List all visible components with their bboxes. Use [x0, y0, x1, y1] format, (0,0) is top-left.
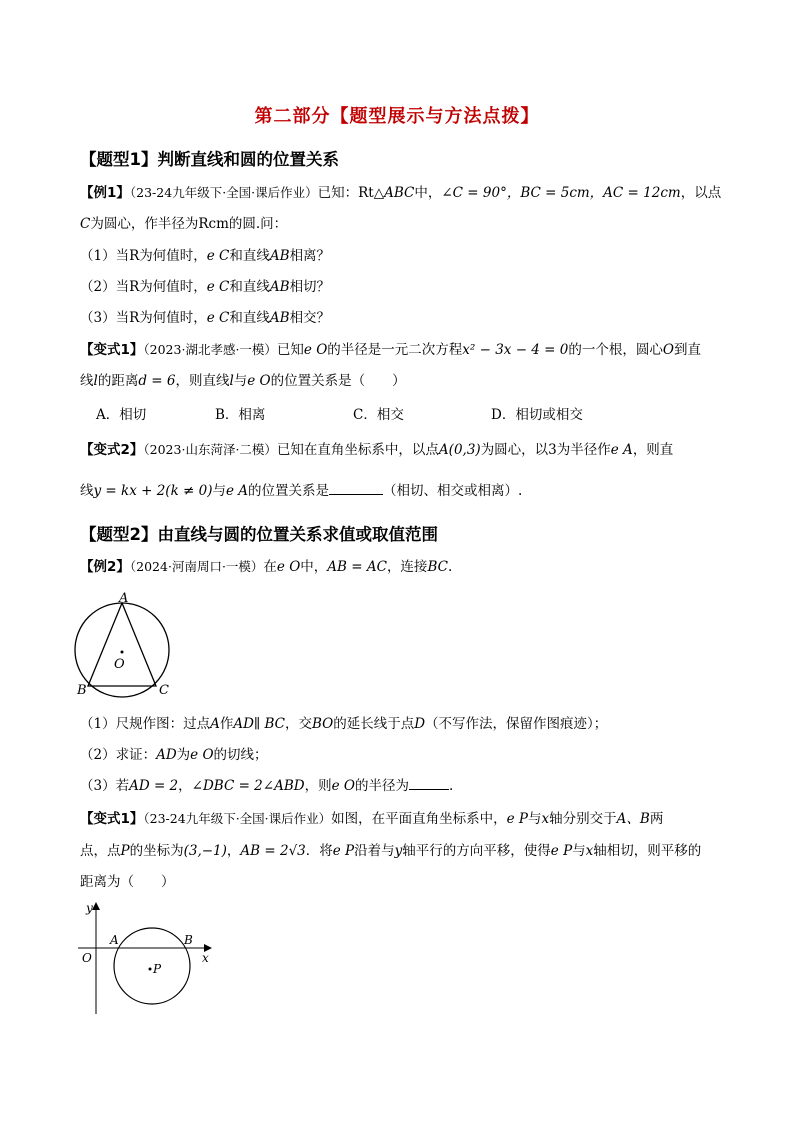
text: 已知：Rt	[317, 185, 374, 201]
example1-q3	[80, 308, 330, 328]
variant2-1-line1	[80, 809, 663, 829]
math: e O	[276, 559, 301, 575]
label-x: x	[202, 951, 209, 965]
math: A	[210, 716, 220, 732]
math: AB	[269, 279, 290, 295]
math: O	[662, 342, 674, 358]
text: 的延长线于点	[333, 716, 415, 732]
example1-q2	[80, 277, 330, 297]
math: y	[394, 843, 403, 859]
text: ．将	[305, 843, 333, 859]
math: e C	[206, 279, 230, 295]
variant2-line2	[80, 481, 522, 501]
text: 轴分别交于	[549, 811, 617, 827]
text: 相离？	[289, 248, 331, 264]
answer-blank[interactable]	[329, 494, 383, 495]
text: 为	[176, 747, 191, 763]
text: 中，	[300, 559, 328, 575]
text: 和直线	[229, 279, 270, 295]
variant-tag: 【变式1】	[80, 811, 144, 827]
answer-blank[interactable]	[409, 789, 449, 790]
triangle-abc	[88, 603, 156, 686]
text: 相切？	[289, 279, 331, 295]
math: ∠DBC = 2∠ABD	[191, 778, 305, 794]
text: 与	[212, 483, 226, 499]
example2-q3	[80, 776, 453, 796]
text: 的切线；	[213, 747, 268, 763]
example2-q2	[80, 745, 268, 765]
text: 的坐标为	[129, 843, 184, 859]
text: 的半径为	[354, 778, 409, 794]
variant1-line2	[80, 371, 406, 391]
text: 与	[572, 843, 586, 859]
math: e P	[332, 843, 355, 859]
math: l	[93, 373, 98, 389]
text: ，以点	[680, 185, 722, 201]
text: （2）当R为何值时，	[80, 279, 207, 295]
text: ，连接	[386, 559, 428, 575]
example2-line1	[80, 557, 452, 577]
math: e O	[303, 342, 328, 358]
point-p-dot	[149, 968, 152, 971]
example2-source: （2024·河南周口·一模）	[129, 559, 264, 574]
math: BC	[427, 559, 448, 575]
example1-line2	[80, 214, 287, 234]
text: .	[448, 778, 454, 794]
example2-q1	[80, 714, 607, 734]
text: 沿着与	[354, 843, 395, 859]
variant1-tag: 【变式1】	[80, 342, 144, 358]
circle-triangle-figure	[70, 590, 180, 700]
text: ，则直线	[175, 373, 230, 389]
math: e A	[226, 483, 249, 499]
variant1-line1	[80, 340, 701, 360]
math: y = kx + 2(k ≠ 0)	[93, 483, 213, 499]
option-c: C．相交	[353, 407, 404, 423]
text: （2）求证：	[80, 747, 157, 763]
coordinate-figure	[70, 898, 220, 1016]
variant1-source: （2023·湖北孝感·一模）	[143, 342, 277, 357]
variant-source: （23-24九年级下·全国·课后作业）	[143, 811, 332, 826]
label-b: B	[184, 933, 193, 947]
math: AB	[269, 248, 290, 264]
example2-tag: 【例2】	[80, 559, 130, 575]
label-b: B	[77, 683, 87, 698]
text: 已知在直角坐标系中，以点	[276, 442, 439, 458]
text: 与	[528, 811, 542, 827]
text: （1）尺规作图：过点	[80, 716, 211, 732]
text: 两	[649, 811, 664, 827]
text: 轴平行的方向平移，使得	[402, 843, 551, 859]
math: x² − 3x − 4 = 0	[462, 342, 569, 358]
text: .	[447, 559, 453, 575]
text: ，	[178, 778, 192, 794]
math: e C	[206, 248, 230, 264]
text: ，则直	[632, 442, 674, 458]
text: （不写作法，保留作图痕迹）；	[425, 716, 608, 732]
text: 在	[263, 559, 277, 575]
math: x	[585, 843, 594, 859]
text: 线	[80, 483, 94, 499]
label-y: y	[86, 901, 93, 915]
text: 线	[80, 373, 94, 389]
math: A(0,3)	[438, 442, 481, 458]
text: 相交？	[289, 310, 331, 326]
math: AD = 2	[129, 778, 179, 794]
text: ，交	[284, 716, 312, 732]
math: d = 6	[138, 373, 176, 389]
math: △ABC	[373, 185, 415, 201]
text: （3）若	[80, 778, 130, 794]
math: e O	[247, 373, 271, 389]
text: 为圆心，作半径为Rcm的圆.问：	[90, 216, 288, 232]
section-title-type2: 【题型2】由直线与圆的位置关系求值或取值范围	[80, 525, 438, 544]
math: BO	[311, 716, 334, 732]
text: 的一个根，圆心	[568, 342, 663, 358]
math: e A	[610, 442, 633, 458]
math: ∠C = 90°，BC = 5cm，AC = 12cm	[441, 185, 681, 201]
variant2-1-line2	[80, 841, 701, 861]
text: 的位置关系是	[248, 483, 330, 499]
text: 如图，在平面直角坐标系中，	[331, 811, 507, 827]
option-a: A．相切	[96, 407, 147, 423]
page-title: 第二部分【题型展示与方法点拨】	[254, 106, 540, 127]
option-d: D．相切或相交	[491, 407, 583, 423]
text: 和直线	[229, 310, 270, 326]
example1-source: （23-24九年级下·全国·课后作业）	[129, 185, 318, 200]
math: e P	[506, 811, 529, 827]
text: 为圆心，以3为半径作	[480, 442, 611, 458]
example1-line1	[80, 183, 721, 203]
label-a: A	[119, 591, 129, 606]
text: （1）当R为何值时，	[80, 248, 207, 264]
math: AB	[269, 310, 290, 326]
math: AD∥ BC	[233, 716, 285, 732]
text: （相切、相交或相离）.	[383, 483, 523, 499]
math: e O	[190, 747, 214, 763]
math: e O	[331, 778, 355, 794]
text: （3）当R为何值时，	[80, 310, 207, 326]
text: 的半径是一元二次方程	[327, 342, 463, 358]
text: 的距离	[97, 373, 139, 389]
math: P	[120, 843, 130, 859]
center-dot	[121, 651, 124, 654]
variant2-tag: 【变式2】	[80, 442, 144, 458]
math: D	[414, 716, 426, 732]
label-o: O	[114, 657, 125, 672]
text: 和直线	[229, 248, 270, 264]
text: 与	[233, 373, 248, 389]
variant2-1-line3: 距离为（ ）	[80, 874, 175, 890]
math: x	[541, 811, 550, 827]
option-b: B．相离	[215, 407, 266, 423]
math: AD	[156, 747, 177, 763]
text: 中，	[414, 185, 442, 201]
math: e C	[206, 310, 230, 326]
math: AB = 2√3	[240, 843, 306, 859]
label-a: A	[110, 933, 119, 947]
example1-tag: 【例1】	[80, 185, 130, 201]
math: AB = AC	[327, 559, 387, 575]
variant2-line1	[80, 440, 673, 460]
math: l	[229, 373, 234, 389]
text: 已知	[276, 342, 304, 358]
label-p: P	[153, 962, 162, 976]
label-c: C	[159, 683, 169, 698]
section-title-type1: 【题型1】判断直线和圆的位置关系	[80, 150, 339, 169]
label-origin: O	[82, 951, 92, 965]
math: (3,−1)	[183, 843, 227, 859]
text: ，	[226, 843, 241, 859]
math: A、B	[616, 811, 650, 827]
math: e P	[550, 843, 573, 859]
example1-q1	[80, 246, 330, 266]
circle-p	[114, 928, 190, 1004]
math: C	[80, 216, 91, 232]
text: 的位置关系是（ ）	[270, 373, 406, 389]
text: 轴相切，则平移的	[593, 843, 702, 859]
text: ，则	[304, 778, 332, 794]
text: 点，点	[80, 843, 121, 859]
text: 到直	[673, 342, 701, 358]
text: 作	[219, 716, 234, 732]
variant2-source: （2023·山东菏泽·二模）	[143, 442, 277, 457]
